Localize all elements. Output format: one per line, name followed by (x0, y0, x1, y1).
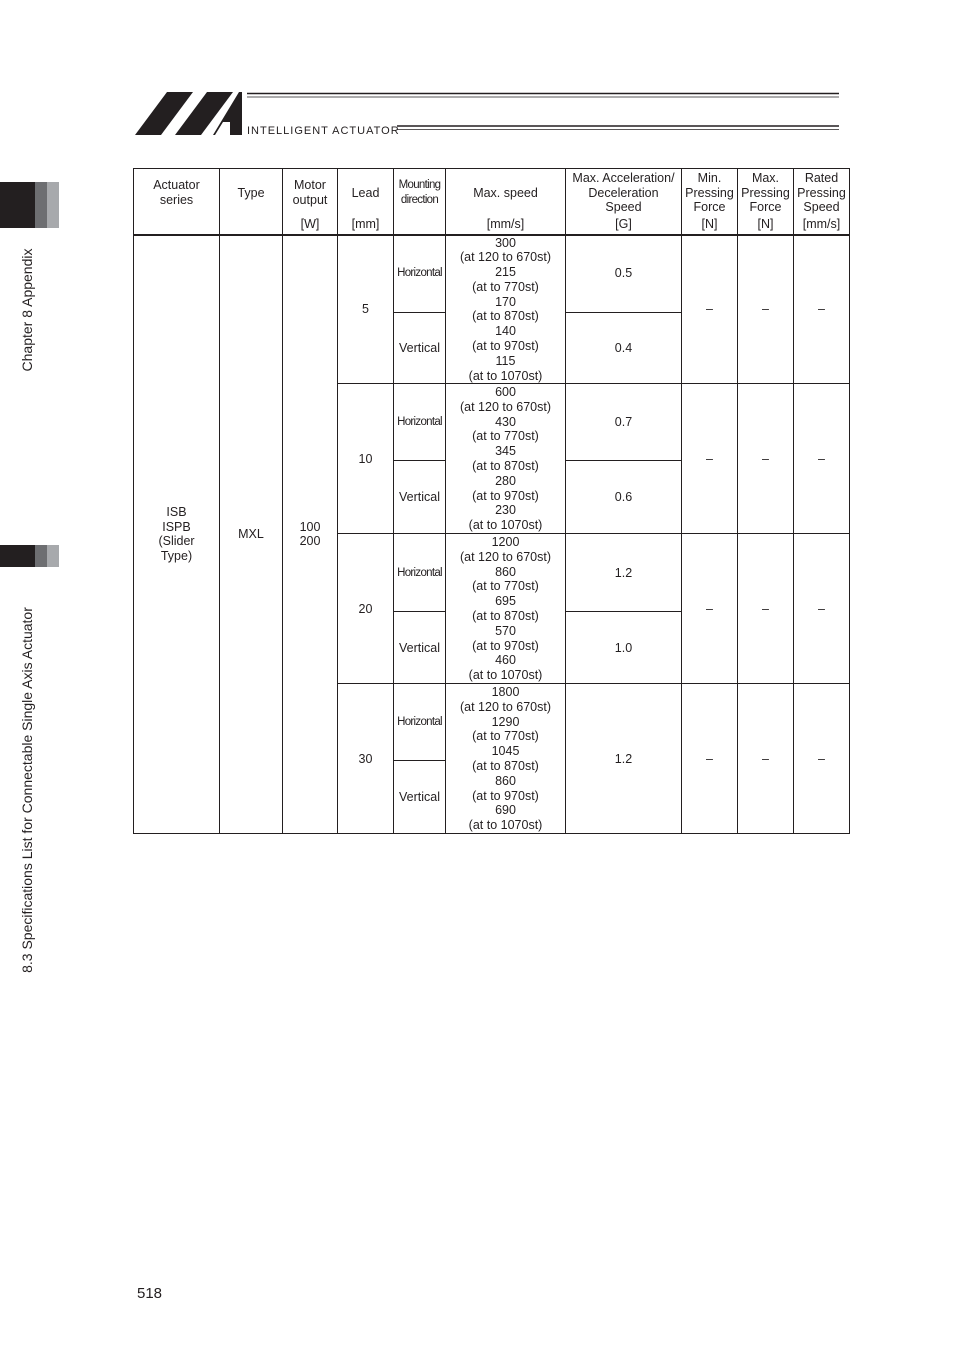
accel-cell: 0.7 (566, 384, 682, 461)
mounting-cell: Horizontal (394, 384, 446, 461)
header-cell: Actuator series (134, 169, 220, 235)
rated-speed-cell: – (794, 684, 850, 834)
max-speed-cell: 1800 (at 120 to 670st) 1290 (at to 770st) 1045 (at to 870st) 860 (at to 970st) 690 (at to 1070st) (446, 684, 566, 834)
accel-cell: 1.2 (566, 534, 682, 612)
chapter-tab-label: Chapter 8 Appendix (19, 248, 35, 372)
mounting-cell: Vertical (394, 761, 446, 834)
max-speed-cell: 300 (at 120 to 670st) 215 (at to 770st) 170 (at to 870st) 140 (at to 970st) 115 (at to 1070st) (446, 235, 566, 384)
header-cell: Max. Acceleration/ Deceleration Speed [G] (566, 169, 682, 235)
motor-output-cell: 100 200 (283, 235, 338, 834)
header-cell: Lead [mm] (338, 169, 394, 235)
max-force-cell: – (738, 534, 794, 684)
rated-speed-cell: – (794, 235, 850, 384)
lead-cell: 20 (338, 534, 394, 684)
mounting-cell: Vertical (394, 313, 446, 384)
lead-cell: 30 (338, 684, 394, 834)
table-row (134, 235, 850, 313)
header-cell: Type (220, 169, 283, 235)
mounting-cell: Vertical (394, 461, 446, 534)
iai-logo-icon (135, 90, 845, 140)
header-cell: Motor output [W] (283, 169, 338, 235)
header-cell: Rated Pressing Speed [mm/s] (794, 169, 850, 235)
section-tab-label: 8.3 Specifications List for Connectable Single Axis Actuator (19, 607, 35, 973)
header-cell: Mounting direction (394, 169, 446, 235)
series-cell: ISB ISPB (Slider Type) (134, 235, 220, 834)
accel-cell: 0.6 (566, 461, 682, 534)
min-force-cell: – (682, 534, 738, 684)
rated-speed-cell: – (794, 534, 850, 684)
mounting-cell: Vertical (394, 612, 446, 684)
header-cell: Min. Pressing Force [N] (682, 169, 738, 235)
type-cell: MXL (220, 235, 283, 834)
lead-cell: 10 (338, 384, 394, 534)
mounting-cell: Horizontal (394, 534, 446, 612)
accel-cell: 1.2 (566, 684, 682, 834)
section-tab-marker (0, 545, 60, 567)
max-force-cell: – (738, 684, 794, 834)
spec-table (133, 168, 850, 834)
rated-speed-cell: – (794, 384, 850, 534)
min-force-cell: – (682, 684, 738, 834)
min-force-cell: – (682, 235, 738, 384)
page-number: 518 (137, 1285, 163, 1302)
accel-cell: 0.4 (566, 313, 682, 384)
mounting-cell: Horizontal (394, 684, 446, 761)
max-speed-cell: 600 (at 120 to 670st) 430 (at to 770st) 345 (at to 870st) 280 (at to 970st) 230 (at to 1070st) (446, 384, 566, 534)
header-cell: Max. speed [mm/s] (446, 169, 566, 235)
max-force-cell: – (738, 384, 794, 534)
header-cell: Max. Pressing Force [N] (738, 169, 794, 235)
accel-cell: 0.5 (566, 235, 682, 313)
chapter-tab-marker (0, 182, 60, 228)
max-force-cell: – (738, 235, 794, 384)
max-speed-cell: 1200 (at 120 to 670st) 860 (at to 770st) 695 (at to 870st) 570 (at to 970st) 460 (at to 1070st) (446, 534, 566, 684)
min-force-cell: – (682, 384, 738, 534)
brand-name: INTELLIGENT ACTUATOR (247, 125, 400, 137)
lead-cell: 5 (338, 235, 394, 384)
accel-cell: 1.0 (566, 612, 682, 684)
mounting-cell: Horizontal (394, 235, 446, 313)
table-header-row (134, 169, 850, 235)
